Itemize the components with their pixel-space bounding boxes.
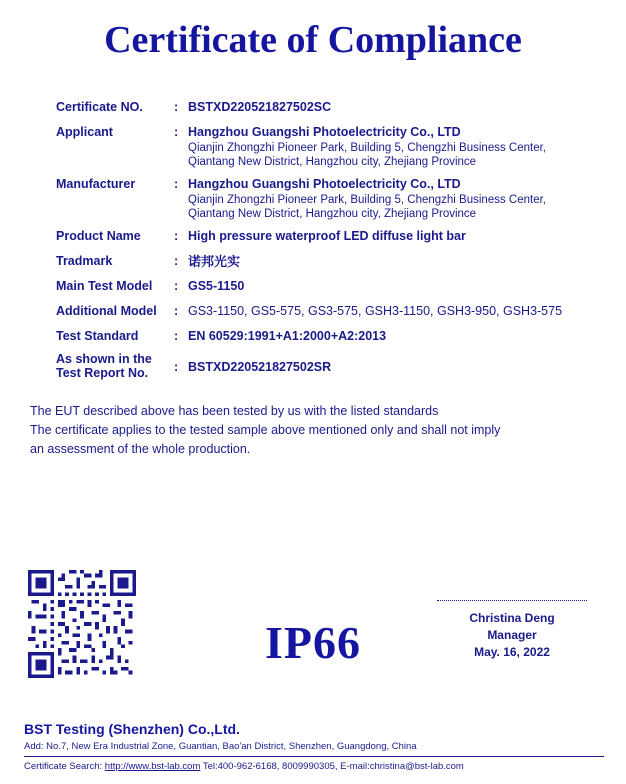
field-value-main: Hangzhou Guangshi Photoelectricity Co., LTD <box>188 177 461 191</box>
field-label: Test Standard <box>56 329 139 343</box>
field-row-manufacturer <box>56 175 578 221</box>
field-value <box>188 123 578 169</box>
field-value: GS3-1150, GS5-575, GS3-575, GSH3-1150, GSH3-950, GSH3-575 <box>188 304 563 318</box>
field-colon: : <box>174 304 179 318</box>
field-label: Main Test Model <box>56 279 153 293</box>
field-value: 诺邦光实 <box>188 254 241 269</box>
field-value-main: Hangzhou Guangshi Photoelectricity Co., LTD <box>188 125 461 139</box>
page-title: Certificate of Compliance <box>104 19 522 61</box>
footer-search-label: Certificate Search: <box>24 761 103 772</box>
field-value: EN 60529:1991+A1:2000+A2:2013 <box>188 329 387 343</box>
field-label: Product Name <box>56 229 141 243</box>
field-colon: : <box>174 279 179 293</box>
field-colon: : <box>174 100 179 114</box>
field-row-applicant <box>56 123 578 169</box>
ip-rating: IP66 <box>265 617 361 668</box>
signature-date: May. 16, 2022 <box>474 645 550 659</box>
field-colon: : <box>174 329 179 343</box>
field-colon: : <box>174 125 179 139</box>
note-line-2: The certificate applies to the tested sample above mentioned only and shall not imply <box>30 423 501 437</box>
signature-line <box>437 600 587 602</box>
footer-contact: Tel:400-962-6168, 8009990305, E-mail:christina@bst-lab.com <box>202 761 464 772</box>
signature-name: Christina Deng <box>469 611 555 625</box>
field-label: Additional Model <box>56 304 157 318</box>
footer-address: Add: No.7, New Era Industrial Zone, Guantian, Bao'an District, Shenzhen, Guangdong, China <box>24 741 417 752</box>
signature-block <box>432 600 592 661</box>
field-row-main-test-model <box>56 277 578 294</box>
field-label: Applicant <box>56 125 113 139</box>
note-line-1: The EUT described above has been tested by us with the listed standards <box>30 404 439 418</box>
field-value: GS5-1150 <box>188 279 245 293</box>
certificate-bottom <box>0 570 626 700</box>
field-row-trademark <box>56 252 578 269</box>
footer-company-name: BST Testing (Shenzhen) Co.,Ltd. <box>24 721 240 737</box>
field-value-address: Qianjin Zhongzhi Pioneer Park, Building 5, Chengzhi Business Center, Qiantang New District, Hangzhou city, Zhejiang Province <box>188 194 546 220</box>
field-row-product-name <box>56 227 578 244</box>
field-colon: : <box>174 360 179 374</box>
compliance-note <box>0 402 626 459</box>
field-row-certificate-no <box>56 98 578 115</box>
field-value-address: Qianjin Zhongzhi Pioneer Park, Building 5, Chengzhi Business Center, Qiantang New District, Hangzhou city, Zhejiang Province <box>188 142 546 168</box>
field-colon: : <box>174 177 179 191</box>
field-row-test-report-no <box>56 352 578 380</box>
note-line-3: an assessment of the whole production. <box>30 442 251 456</box>
page-footer <box>0 721 626 772</box>
footer-divider <box>24 756 604 757</box>
field-row-additional-model <box>56 302 578 319</box>
field-colon: : <box>174 229 179 243</box>
field-value <box>188 175 578 221</box>
field-label: Certificate NO. <box>56 100 143 114</box>
field-value: High pressure waterproof LED diffuse light bar <box>188 229 466 243</box>
field-label: As shown in the Test Report No. <box>56 352 152 380</box>
footer-search-line <box>24 761 604 772</box>
field-label: Manufacturer <box>56 177 136 191</box>
field-colon: : <box>174 254 179 268</box>
footer-search-link[interactable]: http://www.bst-lab.com <box>104 761 201 772</box>
field-row-test-standard <box>56 327 578 344</box>
field-value: BSTXD220521827502SC <box>188 100 332 114</box>
field-value: BSTXD220521827502SR <box>188 360 332 374</box>
certificate-page <box>0 18 626 784</box>
field-label: Tradmark <box>56 254 113 268</box>
certificate-fields <box>0 98 626 380</box>
signature-role: Manager <box>487 628 537 642</box>
